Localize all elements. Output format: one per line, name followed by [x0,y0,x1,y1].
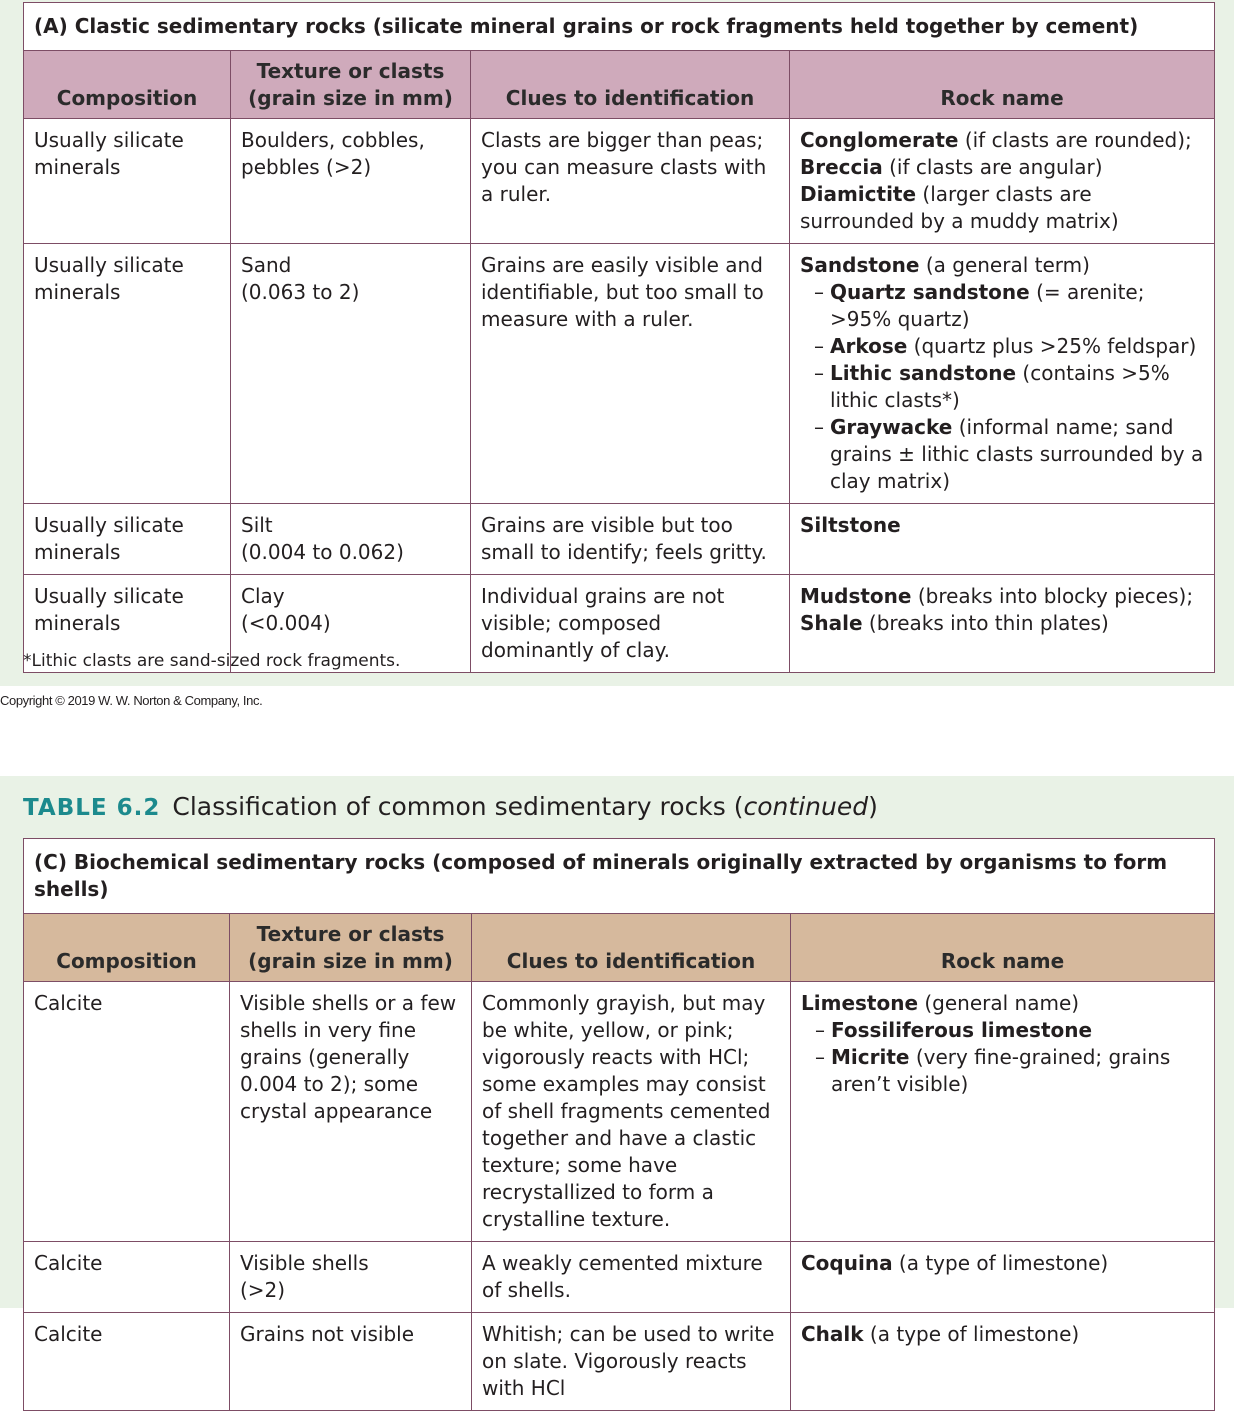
texture-line1: Visible shells [240,1251,369,1275]
subtype-bold: Fossiliferous limestone [831,1018,1093,1042]
rock-name-line [800,610,1204,637]
subtype-rest: (contains >5% lithic clasts*) [830,361,1170,412]
cell-composition: Calcite [24,982,230,1242]
cell-clues: Individual grains are not visible; composed dominantly of clay. [471,575,790,673]
cell-composition: Calcite [24,1313,230,1411]
subtype-bold: Graywacke [830,415,953,439]
clastic-rocks-table [23,2,1215,673]
cell-composition: Usually silicate minerals [24,504,231,575]
section-title: (C) Biochemical sedimentary rocks (composed of minerals originally extracted by organisms to form shells) [24,839,1215,914]
table-title [172,792,878,821]
cell-composition: Usually silicate minerals [24,575,231,673]
rock-name-rest: (a type of limestone) [863,1322,1080,1346]
section-title-row [24,839,1215,914]
rock-subtype: – Lithic sandstone (contains >5% lithic clasts*) [814,361,1170,412]
rock-name-bold: Coquina [801,1251,893,1275]
texture-line2: (>2) [240,1278,286,1302]
cell-rock-name [790,119,1215,244]
header-texture-line2: (grain size in mm) [248,949,453,973]
cell-texture: Visible shells or a few shells in very fine grains (generally 0.004 to 2); some crystal appearance [230,982,472,1242]
rock-name-bold: Mudstone [800,584,912,608]
rock-name-bold: Sandstone [800,253,920,277]
cell-clues: Grains are visible but too small to identify; feels gritty. [471,504,790,575]
rock-subtype: – Arkose (quartz plus >25% feldspar) [814,334,1197,358]
table-a-panel [0,0,1234,686]
rock-name-bold: Chalk [801,1322,864,1346]
rock-name-bold: Limestone [801,991,919,1015]
header-clues: Clues to identification [471,51,790,119]
table-title-text: Classification of common sedimentary rocks ( [172,792,744,821]
subtype-bold: Arkose [830,334,908,358]
rock-name-line [800,181,1204,235]
section-title: (A) Clastic sedimentary rocks (silicate mineral grains or rock fragments held together by cement) [24,3,1215,51]
header-clues: Clues to identification [472,914,791,982]
table-c-panel [0,776,1234,1400]
header-composition: Composition [24,51,231,119]
header-texture-line2: (grain size in mm) [248,86,453,110]
rock-subtype: – Micrite (very fine-grained; grains aren’t visible) [815,1045,1171,1096]
texture-line1: Sand [241,253,292,277]
table-heading [23,792,878,821]
cell-rock-name [791,1242,1215,1313]
rock-name-rest: (if clasts are rounded); [958,128,1192,152]
rock-name-line [800,252,1204,279]
rock-name-bold: Breccia [800,155,883,179]
table-label: TABLE 6.2 [23,795,161,821]
rock-subtype: – Quartz sandstone (= arenite; >95% quartz) [814,280,1145,331]
texture-line2: (0.004 to 0.062) [241,540,404,564]
rock-name-line [800,583,1204,610]
rock-subtype: – Fossiliferous limestone [815,1018,1093,1042]
cell-clues: Clasts are bigger than peas; you can measure clasts with a ruler. [471,119,790,244]
table-row [24,1313,1215,1411]
copyright-notice: Copyright © 2019 W. W. Norton & Company, Inc. [0,693,263,708]
table-row [24,504,1215,575]
subtype-rest: (very fine-grained; grains aren’t visible) [831,1045,1171,1096]
table-row [24,1242,1215,1313]
cell-clues: Grains are easily visible and identifiable, but too small to measure with a ruler. [471,244,790,504]
texture-line2: (0.063 to 2) [241,280,360,304]
table-row [24,982,1215,1242]
cell-texture: Boulders, cobbles, pebbles (>2) [231,119,471,244]
texture-line1: Clay [241,584,285,608]
rock-name-rest: (breaks into thin plates) [862,611,1109,635]
rock-name-bold: Conglomerate [800,128,959,152]
cell-rock-name [791,982,1215,1242]
rock-name-rest: (a type of limestone) [892,1251,1109,1275]
header-texture [230,914,472,982]
rock-subtype: – Graywacke (informal name; sand grains ± lithic clasts surrounded by a clay matrix) [814,415,1204,493]
table-title-italic: continued [743,792,869,821]
table-title-end: ) [868,792,878,821]
header-texture-line1: Texture or clasts [256,922,445,946]
rock-name-rest: (if clasts are angular) [882,155,1103,179]
rock-name-bold: Diamictite [800,182,917,206]
cell-clues: Whitish; can be used to write on slate. Vigorously reacts with HCl [472,1313,791,1411]
rock-name-rest: (general name) [918,991,1080,1015]
cell-rock-name [790,244,1215,504]
cell-texture [231,504,471,575]
biochemical-rocks-table [23,838,1215,1411]
header-composition: Composition [24,914,230,982]
subtype-bold: Lithic sandstone [830,361,1017,385]
rock-name-line [800,127,1204,154]
cell-texture: Grains not visible [230,1313,472,1411]
cell-clues: A weakly cemented mixture of shells. [472,1242,791,1313]
texture-line2: (<0.004) [241,611,331,635]
header-row [24,51,1215,119]
cell-rock-name [790,504,1215,575]
subtype-rest: (= arenite; >95% quartz) [830,280,1145,331]
cell-texture [230,1242,472,1313]
header-texture-line1: Texture or clasts [256,59,445,83]
cell-rock-name [790,575,1215,673]
footnote: *Lithic clasts are sand-sized rock fragments. [23,651,401,671]
rock-name-bold: Siltstone [800,513,901,537]
cell-rock-name [791,1313,1215,1411]
subtype-bold: Quartz sandstone [830,280,1030,304]
rock-name-bold: Shale [800,611,863,635]
header-rock-name: Rock name [791,914,1215,982]
section-title-row [24,3,1215,51]
rock-name-rest: (a general term) [919,253,1090,277]
rock-name-line [800,154,1204,181]
rock-name-rest: (larger clasts are surrounded by a muddy matrix) [800,182,1119,233]
header-row [24,914,1215,982]
rock-name-rest: (breaks into blocky pieces); [911,584,1194,608]
cell-composition: Usually silicate minerals [24,244,231,504]
cell-composition: Calcite [24,1242,230,1313]
cell-texture [231,244,471,504]
header-rock-name: Rock name [790,51,1215,119]
subtype-rest: (quartz plus >25% feldspar) [907,334,1197,358]
texture-line1: Silt [241,513,273,537]
table-row [24,119,1215,244]
subtype-rest: (informal name; sand grains ± lithic clasts surrounded by a clay matrix) [830,415,1204,493]
subtype-bold: Micrite [831,1045,910,1069]
cell-composition: Usually silicate minerals [24,119,231,244]
rock-name-line [801,990,1204,1017]
table-row [24,244,1215,504]
header-texture [231,51,471,119]
cell-clues: Commonly grayish, but may be white, yellow, or pink; vigorously reacts with HCl; some examples may consist of shell fragments cemented together and have a clastic texture; some have recrystallized to form a crystalline texture. [472,982,791,1242]
